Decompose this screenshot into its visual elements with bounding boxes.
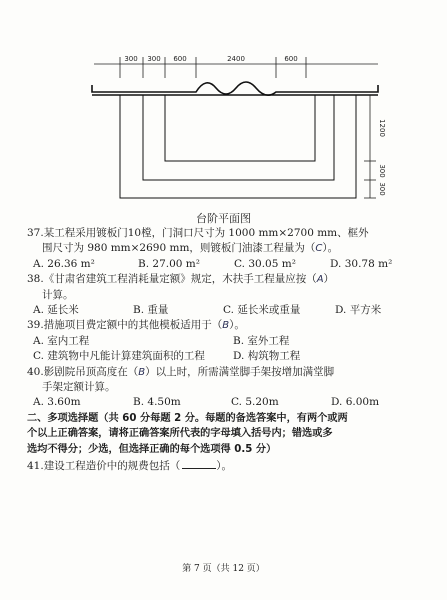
option-row [27, 395, 437, 410]
question-text: ） [323, 273, 335, 286]
question-37 [27, 226, 437, 272]
option-d: D. 6.00m [331, 396, 380, 409]
dim-right-3: 300 [378, 182, 386, 196]
question-number: 39. [27, 319, 44, 332]
question-text: ）。 [322, 242, 339, 255]
option-b: B. 4.50m [133, 396, 181, 409]
handwritten-answer: B [138, 366, 146, 378]
dimension-labels-right [378, 119, 386, 196]
question-number: 38. [27, 273, 44, 286]
dim-top-5: 600 [284, 55, 298, 63]
question-text: 计算。 [42, 288, 74, 301]
question-text: 影剧院吊顶高度在（ [43, 365, 139, 378]
dim-top-4: 2400 [227, 55, 245, 63]
option-d: D. 构筑物工程 [233, 350, 301, 363]
question-text: 建设工程造价中的规费包括（ [43, 459, 181, 472]
question-text: 围尺寸为 980 mm×2690 mm，则镀板门油漆工程量为（ [42, 242, 316, 255]
section-text: 选均不得分；少选，但选择正确的每个选项得 0.5 分） [27, 444, 277, 456]
question-text: ）。 [229, 319, 245, 332]
page-footer: 第 7 页（共 12 页） [182, 564, 265, 574]
question-number: 37. [27, 227, 44, 239]
section-2-header [27, 411, 437, 458]
option-b: B. 27.00 m² [138, 257, 200, 270]
dimension-labels-top [124, 55, 297, 63]
option-c: C. 5.20m [231, 396, 279, 409]
section-text: 二、多项选择题（共 60 分每题 2 分。每题的备选答案中，有两个或两 [27, 412, 348, 424]
question-text: 某工程采用镀板门10樘，门洞口尺寸为 1000 mm×2700 mm、框外 [43, 227, 369, 239]
question-39 [27, 318, 437, 364]
dim-top-2: 300 [147, 55, 161, 63]
diagram-caption: 台阶平面图 [196, 212, 251, 225]
handwritten-answer: A [316, 274, 324, 286]
option-c: C. 30.05 m² [234, 257, 296, 270]
question-text: ）。 [216, 459, 232, 472]
questions-block [27, 226, 437, 474]
option-b: B. 室外工程 [233, 334, 290, 347]
question-text: 手架定额计算。 [42, 381, 116, 394]
option-row [27, 334, 437, 349]
dim-top-3: 600 [173, 55, 187, 63]
dim-right-1: 1200 [378, 119, 386, 137]
answer-blank[interactable] [182, 458, 216, 469]
dim-right-2: 300 [378, 164, 386, 178]
option-a: A. 3.60m [33, 396, 81, 409]
option-c: C. 建筑物中凡能计算建筑面积的工程 [33, 350, 205, 363]
question-41 [27, 458, 437, 474]
question-40 [27, 365, 437, 411]
handwritten-answer: C [315, 243, 323, 255]
step-plan-diagram [0, 0, 447, 210]
option-d: D. 平方米 [335, 304, 382, 317]
option-a: A. 26.36 m² [33, 257, 95, 270]
option-row [27, 303, 437, 318]
option-a: A. 延长米 [33, 304, 79, 317]
dim-top-1: 300 [124, 55, 138, 63]
question-number: 40. [27, 365, 44, 378]
question-text: 措施项目费定额中的其他模板适用于（ [43, 319, 223, 332]
option-a: A. 室内工程 [33, 334, 90, 347]
question-number: 41. [27, 459, 44, 472]
option-row [27, 349, 437, 364]
option-b: B. 重量 [133, 304, 169, 317]
question-text: 《甘肃省建筑工程消耗量定额》规定，木扶手工程量应按（ [43, 273, 317, 286]
section-text: 个以上正确答案，请将正确答案所代表的字母填入括号内；错选或多 [27, 428, 333, 440]
option-d: D. 30.78 m² [330, 257, 393, 270]
option-row [27, 257, 437, 272]
handwritten-answer: B [222, 320, 230, 332]
option-c: C. 延长米或重量 [223, 304, 301, 317]
question-38 [27, 272, 437, 318]
question-text: ）以上时，所需满堂脚手架按增加满堂脚 [145, 365, 335, 378]
